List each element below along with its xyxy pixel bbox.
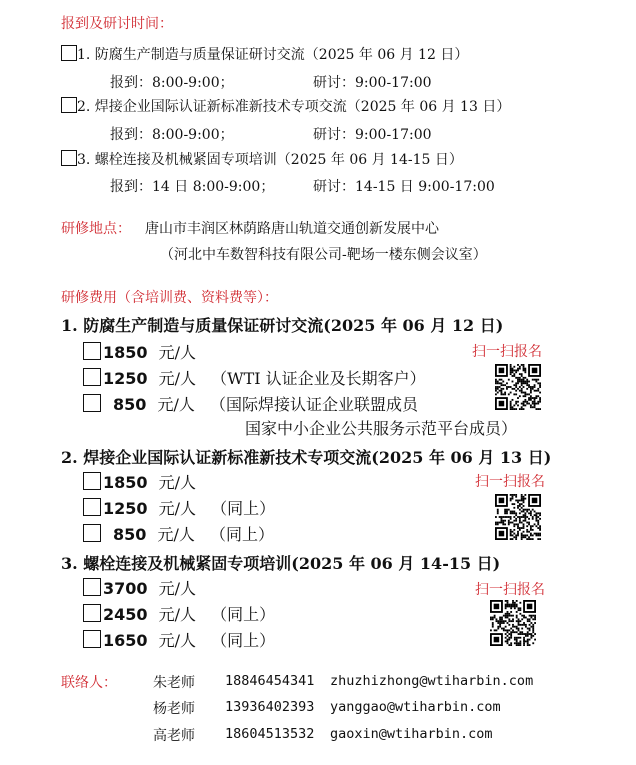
scan-label: 扫一扫报名: [475, 582, 545, 598]
schedule-heading: 报到及研讨时间：: [61, 16, 173, 32]
checkbox[interactable]: [83, 368, 101, 386]
schedule-item-3: [61, 149, 463, 169]
fee-option: 1650 元/人 （同上）: [83, 628, 275, 651]
checkbox[interactable]: [83, 604, 101, 622]
fee-option: 1850 元/人: [83, 470, 196, 493]
fee-option: 2450 元/人 （同上）: [83, 602, 275, 625]
venue-address: 唐山市丰润区林荫路唐山轨道交通创新发展中心: [145, 221, 439, 237]
checkbox[interactable]: [83, 498, 101, 516]
checkbox[interactable]: [83, 578, 101, 596]
scan-label: 扫一扫报名: [472, 344, 542, 360]
contacts-label: 联络人：: [61, 675, 117, 691]
fees-heading: 研修费用（含培训费、资料费等）：: [61, 290, 278, 306]
schedule-item-1: [61, 44, 468, 64]
checkbox[interactable]: [83, 630, 101, 648]
venue-room: （河北中车数智科技有限公司-靶场一楼东侧会议室）: [160, 247, 487, 263]
fee-option: 1250 元/人 （WTI 认证企业及长期客户）: [83, 366, 426, 389]
schedule-title: 2. 焊接企业国际认证新标准新技术专项交流（2025 年 06 月 13 日）: [77, 99, 511, 115]
contact-email[interactable]: zhuzhizhong@wtiharbin.com: [330, 673, 534, 689]
contact-name: 杨老师: [153, 701, 195, 717]
fee-option: 850 元/人 （同上）: [83, 522, 274, 545]
schedule-session: 研讨：14-15 日 9:00-17:00: [313, 179, 495, 195]
fee-course-title: 2. 焊接企业国际认证新标准新技术专项交流(2025 年 06 月 13 日): [61, 448, 552, 467]
qr-code[interactable]: [490, 600, 536, 646]
schedule-checkin: 报到：8:00-9:00；: [110, 127, 234, 143]
checkbox[interactable]: [83, 342, 101, 360]
fee-option: 3700 元/人: [83, 576, 196, 599]
contact-name: 朱老师: [153, 675, 195, 691]
contact-email[interactable]: gaoxin@wtiharbin.com: [330, 726, 493, 742]
contact-phone: 18846454341: [225, 673, 315, 689]
fee-course-title: 3. 螺栓连接及机械紧固专项培训(2025 年 06 月 14-15 日): [61, 554, 501, 573]
fee-note-extra: 国家中小企业公共服务示范平台成员）: [245, 419, 518, 438]
venue-label: 研修地点：: [61, 221, 131, 237]
schedule-title: 3. 螺栓连接及机械紧固专项培训（2025 年 06 月 14-15 日）: [77, 152, 463, 168]
fee-option: 1850 元/人: [83, 340, 196, 363]
qr-code[interactable]: [495, 364, 541, 410]
fee-course-title: 1. 防腐生产制造与质量保证研讨交流(2025 年 06 月 12 日): [61, 316, 504, 335]
checkbox[interactable]: [83, 394, 101, 412]
contact-phone: 18604513532: [225, 726, 315, 742]
contact-phone: 13936402393: [225, 699, 315, 715]
schedule-checkin: 报到：14 日 8:00-9:00；: [110, 179, 275, 195]
checkbox[interactable]: [61, 97, 77, 113]
qr-code[interactable]: [495, 494, 541, 540]
contact-name: 高老师: [153, 728, 195, 744]
scan-label: 扫一扫报名: [475, 474, 545, 490]
schedule-title: 1. 防腐生产制造与质量保证研讨交流（2025 年 06 月 12 日）: [77, 47, 469, 63]
fee-option: 850 元/人 （国际焊接认证企业联盟成员: [83, 392, 418, 415]
fee-option: 1250 元/人 （同上）: [83, 496, 275, 519]
checkbox[interactable]: [83, 524, 101, 542]
checkbox[interactable]: [61, 45, 77, 61]
schedule-session: 研讨：9:00-17:00: [313, 75, 432, 91]
schedule-item-2: [61, 96, 510, 116]
checkbox[interactable]: [83, 472, 101, 490]
contact-email[interactable]: yanggao@wtiharbin.com: [330, 699, 501, 715]
schedule-session: 研讨：9:00-17:00: [313, 127, 432, 143]
checkbox[interactable]: [61, 150, 77, 166]
schedule-checkin: 报到：8:00-9:00；: [110, 75, 234, 91]
